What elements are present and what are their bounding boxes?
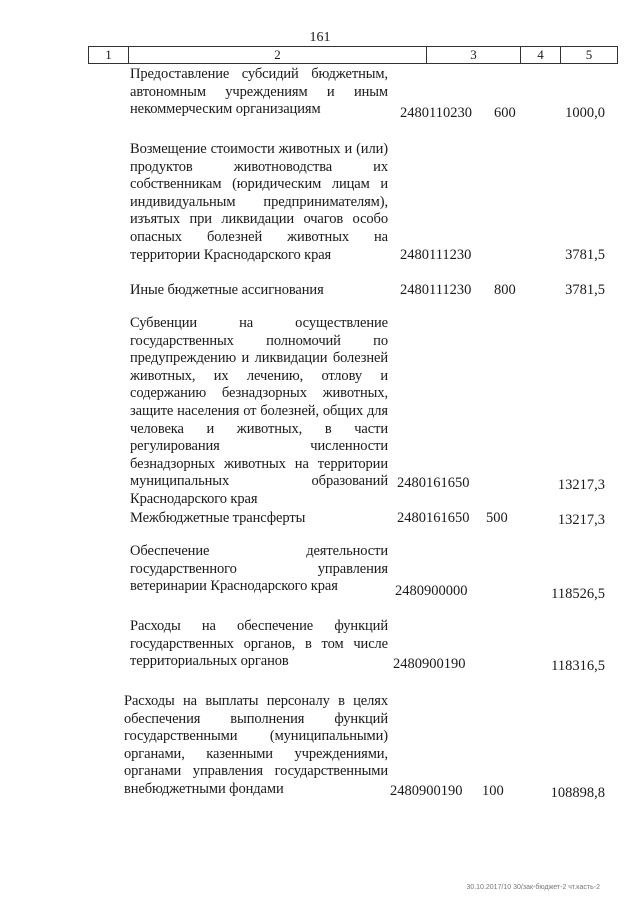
row-amount: 118526,5 xyxy=(551,586,605,602)
row-code: 2480161650 xyxy=(397,475,470,491)
column-header-1: 1 xyxy=(89,47,129,63)
row-amount: 108898,8 xyxy=(550,785,605,801)
row-amount: 1000,0 xyxy=(565,105,605,121)
footer-stamp: 30.10.2017/10 30/зак-бюджет-2 чт.касть-2 xyxy=(466,884,600,891)
row-code: 2480900190 xyxy=(390,783,463,799)
row-description: Расходы на выплаты персоналу в целях обеспечения выполнения функций государственными (муниципальными) органами, казенными учреждениями, органами управления государственными внебюджетными фондами xyxy=(124,693,388,797)
row-description: Предоставление субсидий бюджетным, автономным учреждениям и иным некоммерческим организациям xyxy=(130,66,388,118)
row-code: 2480111230 xyxy=(400,247,472,263)
row-amount: 13217,3 xyxy=(557,512,605,528)
row-description: Иные бюджетные ассигнования xyxy=(130,282,324,298)
row-amount: 13217,3 xyxy=(557,477,605,493)
row-code: 2480161650 xyxy=(397,510,470,526)
row-expense-type: 500 xyxy=(486,510,508,526)
row-expense-type: 100 xyxy=(482,783,504,799)
row-description: Межбюджетные трансферты xyxy=(130,510,306,526)
column-header-2: 2 xyxy=(129,47,427,63)
column-header-4: 4 xyxy=(521,47,561,63)
column-header-3: 3 xyxy=(427,47,521,63)
row-description: Возмещение стоимости животных и (или) продуктов животноводства их собственникам (юридическим лицам и индивидуальным предпринимателям), изъятых при ликвидации очагов особо опасных болезней животных на территории Краснодарского края xyxy=(130,141,388,263)
row-code: 2480110230 xyxy=(400,105,472,121)
row-expense-type: 600 xyxy=(494,105,516,121)
table-header xyxy=(88,46,618,64)
row-amount: 3781,5 xyxy=(565,282,605,298)
row-expense-type: 800 xyxy=(494,282,516,298)
row-code: 2480900000 xyxy=(395,583,468,599)
row-code: 2480900190 xyxy=(393,656,466,672)
row-code: 2480111230 xyxy=(400,282,472,298)
page-number: 161 xyxy=(309,30,331,45)
row-description: Расходы на обеспечение функций государственных органов, в том числе территориальных органов xyxy=(130,618,388,670)
row-amount: 3781,5 xyxy=(565,247,605,263)
row-amount: 118316,5 xyxy=(551,658,605,674)
row-description: Субвенции на осуществление государственных полномочий по предупреждению и ликвидации болезней животных, их лечению, отлову и содержанию безнадзорных животных, защите населения от болезней, общих для человека и животных, в части регулирования численности безнадзорных животных на территории муниципальных образований Краснодарского края xyxy=(130,315,388,507)
row-description: Обеспечение деятельности государственного управления ветеринарии Краснодарского края xyxy=(130,543,388,595)
column-header-5: 5 xyxy=(585,47,593,62)
